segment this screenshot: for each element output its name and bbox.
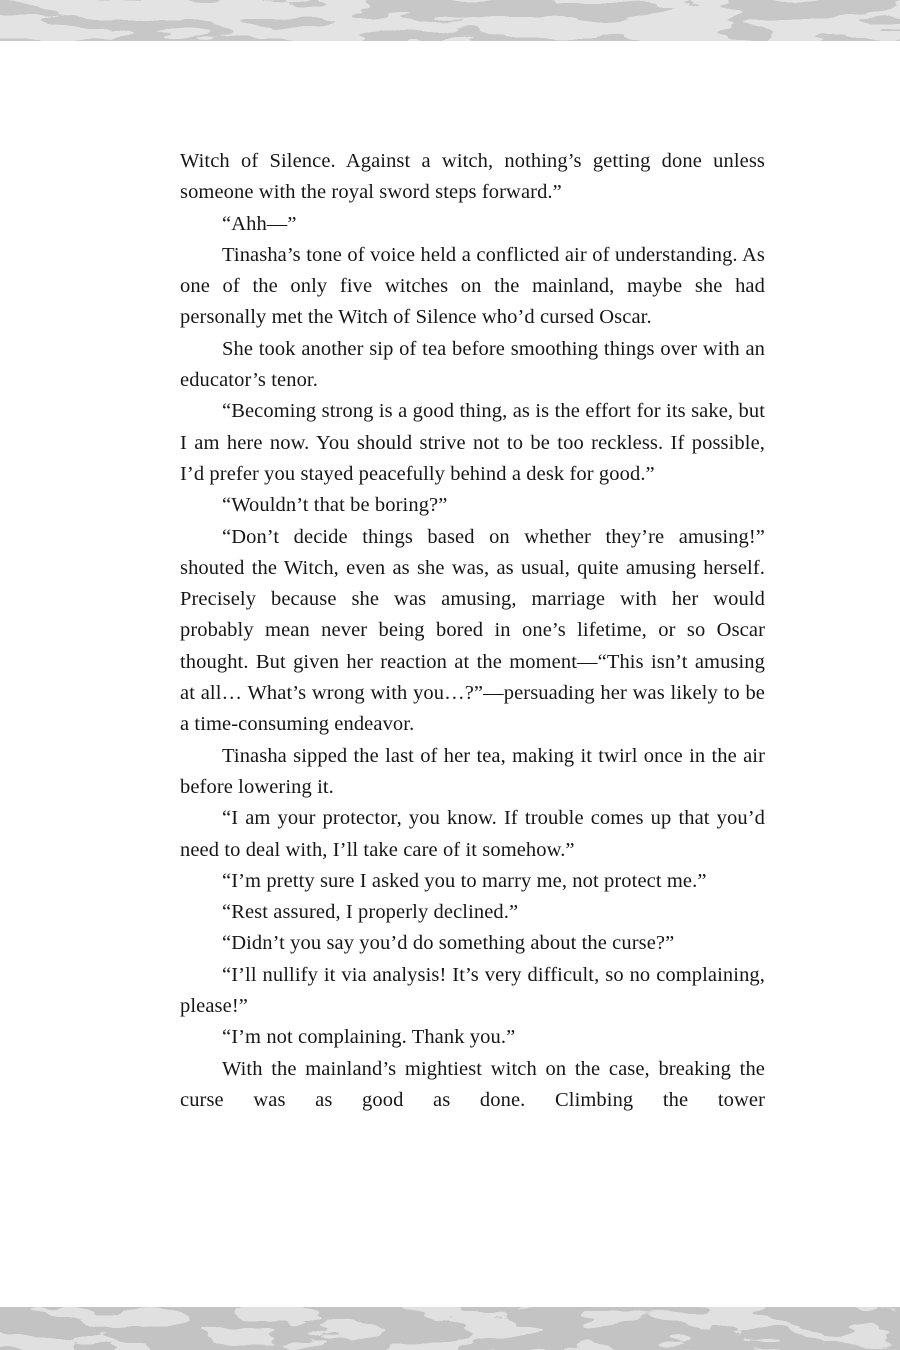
- page-bottom-texture-bar: [0, 1307, 900, 1350]
- paragraph: “Wouldn’t that be boring?”: [222, 494, 448, 517]
- paragraph: “Ahh—”: [222, 212, 297, 235]
- paragraph: Tinasha’s tone of voice held a conflicted air of understanding. As one of the only five witches on the mainland, maybe she had personally met the Witch of Silence who’d cursed Oscar.: [180, 243, 765, 329]
- page-top-texture-bar: [0, 0, 900, 41]
- page-text: [180, 146, 765, 1116]
- paragraph: “I’m not complaining. Thank you.”: [222, 1026, 516, 1049]
- paragraph: “Don’t decide things based on whether they’re amusing!” shouted the Witch, even as she was, as usual, quite amusing herself. Precisely because she was amusing, marriage with her would probably mean never being bored in one’s lifetime, or so Oscar thought. But given her reaction at the moment—“This isn’t amusing at all… What’s wrong with you…?”—persuading her was likely to be a time-consuming endeavor.: [180, 525, 765, 736]
- grunge-texture-bottom: [0, 1307, 900, 1350]
- paragraph: “I’m pretty sure I asked you to marry me, not protect me.”: [222, 869, 707, 892]
- paragraph: She took another sip of tea before smoothing things over with an educator’s tenor.: [180, 337, 765, 392]
- paragraph: Tinasha sipped the last of her tea, making it twirl once in the air before lowering it.: [180, 744, 765, 798]
- paragraph: “Rest assured, I properly declined.”: [222, 901, 519, 924]
- paragraph: “Becoming strong is a good thing, as is the effort for its sake, but I am here now. You should strive not to be too reckless. If possible, I’d prefer you stayed peacefully behind a desk for good.”: [180, 400, 765, 485]
- paragraph: “I am your protector, you know. If trouble comes up that you’d need to deal with, I’ll take care of it somehow.”: [180, 807, 765, 861]
- paragraph: “I’ll nullify it via analysis! It’s very difficult, so no complaining, please!”: [180, 963, 765, 1018]
- paragraph: With the mainland’s mightiest witch on the case, breaking the curse was as good as done. Climbing the tower: [180, 1057, 765, 1111]
- paragraph: “Didn’t you say you’d do something about the curse?”: [222, 932, 675, 955]
- paragraph: Witch of Silence. Against a witch, nothing’s getting done unless someone with the royal sword steps forward.”: [180, 150, 765, 204]
- grunge-texture-top: [0, 0, 900, 41]
